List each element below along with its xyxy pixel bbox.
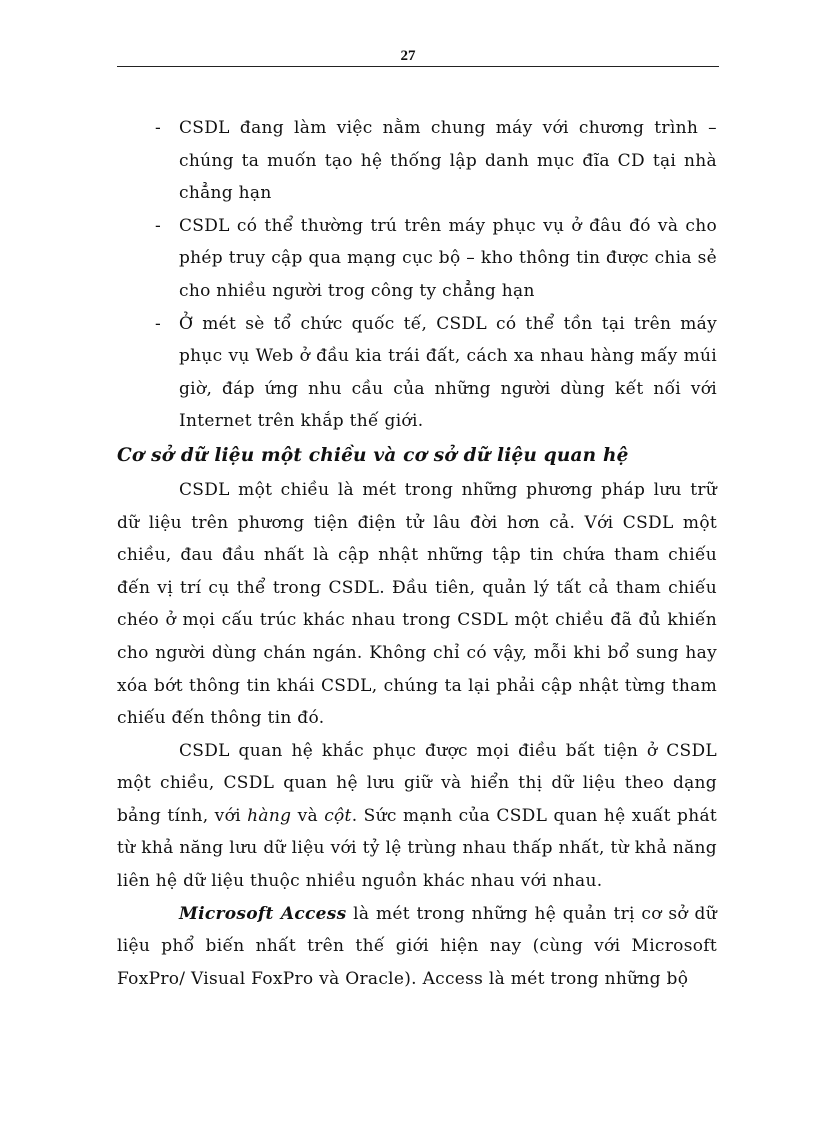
paragraph-text: là mét trong những hệ quản trị cơ sở dữ liệu phổ biến nhất trên thế giới hiện nay (cùng với Microsoft FoxPro/ Visual FoxPro và Oracle). Access là mét trong những bộ bbox=[117, 903, 717, 989]
list-item-text: Ở mét sè tổ chức quốc tế, CSDL có thể tồn tại trên máy phục vụ Web ở đầu kia trái đất, cách xa nhau hàng mấy múi giờ, đáp ứng nhu cầu của những người dùng kết nối với Internet trên khắp thế giới. bbox=[179, 313, 717, 432]
bullet-list bbox=[117, 112, 717, 438]
bullet-dash: - bbox=[155, 313, 162, 334]
bullet-dash: - bbox=[155, 215, 162, 236]
term-microsoft-access: Microsoft Access bbox=[179, 903, 347, 924]
paragraph-microsoft-access bbox=[117, 898, 717, 996]
bullet-dash: - bbox=[155, 118, 162, 138]
paragraph-text: CSDL quan hệ khắc phục được mọi điều bất tiện ở CSDL một chiều, CSDL quan hệ lưu giữ và hiển thị dữ liệu theo dạng bảng tính, với bbox=[117, 740, 717, 826]
paragraph-text: và bbox=[291, 805, 325, 826]
header-divider bbox=[117, 66, 719, 67]
term-columns: cột bbox=[324, 805, 352, 826]
section-heading: Cơ sở dữ liệu một chiều và cơ sở dữ liệu quan hệ bbox=[117, 444, 629, 466]
page-body bbox=[117, 112, 717, 995]
paragraph-text: . Sức mạnh của CSDL quan hệ xuất phát từ khả năng lưu dữ liệu với tỷ lệ trùng nhau thấp nhất, từ khả năng liên hệ dữ liệu thuộc nhiều nguồn khác nhau với nhau. bbox=[117, 805, 718, 892]
paragraph-relational-database bbox=[117, 735, 717, 898]
list-item bbox=[117, 210, 717, 308]
list-item bbox=[117, 308, 717, 438]
list-item-text: CSDL có thể thường trú trên máy phục vụ ở đâu đó và cho phép truy cập qua mạng cục bộ – kho thông tin được chia sẻ cho nhiều người trog công ty chẳng hạn bbox=[179, 215, 717, 301]
term-rows: hàng bbox=[247, 805, 292, 826]
list-item bbox=[117, 112, 717, 210]
list-item-text: CSDL đang làm việc nằm chung máy với chương trình – chúng ta muốn tạo hệ thống lập danh mục đĩa CD tại nhà chẳng hạn bbox=[179, 118, 717, 204]
page-number: 27 bbox=[400, 48, 416, 64]
paragraph-flat-database: CSDL một chiều là mét trong những phương pháp lưu trữ dữ liệu trên phương tiện điện tử lâu đời hơn cả. Với CSDL một chiều, đau đầu nhất là cập nhật những tập tin chứa tham chiếu đến vị trí cụ thể trong CSDL. Đầu tiên, quản lý tất cả tham chiếu chéo ở mọi cấu trúc khác nhau trong CSDL một chiều đã đủ khiến cho người dùng chán ngán. Không chỉ có vậy, mỗi khi bổ sung hay xóa bớt thông tin khái CSDL, chúng ta lại phải cập nhật từng tham chiếu đến thông tin đó. bbox=[117, 479, 717, 729]
